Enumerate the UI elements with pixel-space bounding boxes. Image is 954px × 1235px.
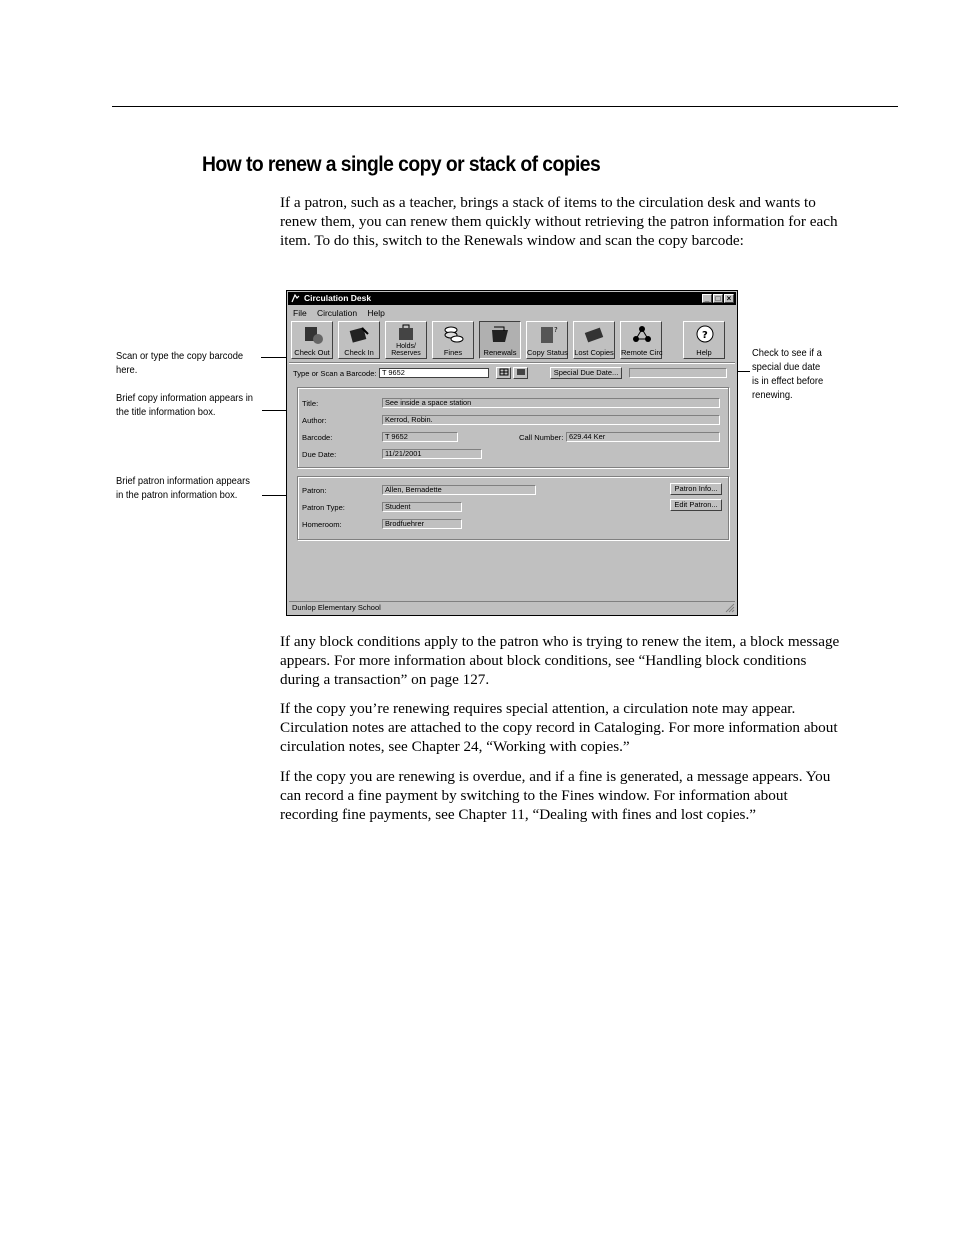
- intro-paragraph: If a patron, such as a teacher, brings a stack of items to the circulation desk and wants to renew them, you can renew them quickly without retrieving the patron information for each item. To do this, switch to the Renewals window and scan the copy barcode:: [280, 194, 838, 249]
- call-number-field: 629.44 Ker: [566, 432, 720, 442]
- paragraph-block-conditions: If any block conditions apply to the patron who is trying to renew the item, a block message appears. For more information about block conditions, see “Handling block conditions during a transaction” on page 127.: [280, 633, 840, 688]
- menu-bar: [293, 308, 393, 319]
- patron-info-button[interactable]: Patron Info...: [670, 483, 722, 495]
- title-label: Title:: [302, 399, 319, 408]
- title-bar: [288, 292, 736, 305]
- help-button[interactable]: ? Help: [683, 321, 725, 359]
- remote-circ-button[interactable]: Remote Circ: [620, 321, 662, 359]
- barcode-info-label: Barcode:: [302, 433, 333, 442]
- due-date-field: 11/21/2001: [382, 449, 482, 459]
- edit-patron-button[interactable]: Edit Patron...: [670, 499, 722, 511]
- paragraph-fines: If the copy you are renewing is overdue, and if a fine is generated, a message appears. You can record a fine payment by switching to the Fines window. For information about recording fine payments, see Chapter 11, “Dealing with fines and lost copies.”: [280, 768, 831, 823]
- title-field: See inside a space station: [382, 398, 720, 408]
- barcode-input[interactable]: T 9652: [379, 368, 489, 378]
- patron-type-field: Student: [382, 502, 462, 512]
- callout-due-date: Check to see if a special due date is in effect before renewing.: [752, 348, 824, 401]
- status-bar: Dunlop Elementary School: [289, 601, 735, 613]
- toolbar-separator: [289, 362, 735, 364]
- title-information-box: [297, 387, 729, 468]
- homeroom-label: Homeroom:: [302, 520, 342, 529]
- barcode-label: Type or Scan a Barcode:: [293, 369, 377, 378]
- lost-copies-icon: [583, 324, 607, 346]
- patron-type-label: Patron Type:: [302, 503, 345, 512]
- copy-status-button[interactable]: ? Copy Status: [526, 321, 568, 359]
- resize-grip-icon[interactable]: [725, 603, 735, 613]
- patron-information-box: [297, 476, 729, 540]
- patron-label: Patron:: [302, 486, 327, 495]
- minimize-icon[interactable]: _: [702, 294, 712, 303]
- renewals-button[interactable]: Renewals: [479, 321, 521, 359]
- svg-text:?: ?: [554, 326, 558, 334]
- author-field: Kerrod, Robin.: [382, 415, 720, 425]
- book-icon: [516, 368, 526, 376]
- help-icon: [693, 324, 717, 346]
- callout-patron-info: Brief patron information appears in the patron information box.: [116, 476, 250, 501]
- close-icon[interactable]: ×: [724, 294, 734, 303]
- due-date-status-field: [629, 368, 727, 378]
- lost-copies-button[interactable]: Lost Copies: [573, 321, 615, 359]
- special-due-date-button[interactable]: Special Due Date...: [550, 367, 622, 379]
- homeroom-field: Brodfuehrer: [382, 519, 462, 529]
- check-out-button[interactable]: Check Out: [291, 321, 333, 359]
- svg-text:?: ?: [702, 330, 708, 341]
- author-label: Author:: [302, 416, 327, 425]
- callout-copy-info: Brief copy information appears in the title information box.: [116, 393, 254, 418]
- callout-scan: Scan or type the copy barcode here.: [116, 351, 244, 376]
- check-in-button[interactable]: Check In: [338, 321, 380, 359]
- holds-reserves-button[interactable]: Holds/ Reserves: [385, 321, 427, 359]
- grid-icon: [499, 368, 509, 376]
- patron-field: Allen, Bernadette: [382, 485, 536, 495]
- copy-status-icon: [536, 324, 560, 346]
- circulation-desk-window: [286, 290, 738, 616]
- app-icon: [291, 294, 300, 303]
- check-in-icon: [348, 324, 372, 346]
- due-date-label: Due Date:: [302, 450, 337, 459]
- book-button[interactable]: [513, 367, 528, 379]
- barcode-scan-button[interactable]: [496, 367, 511, 379]
- paragraph-circulation-notes: If the copy you’re renewing requires special attention, a circulation note may appear. Circulation notes are attached to the copy record in Cataloging. For more information about circulation notes, see Chapter 24, “Working with copies.”: [280, 700, 838, 755]
- fines-button[interactable]: Fines: [432, 321, 474, 359]
- menu-circulation[interactable]: Circulation: [316, 308, 358, 318]
- check-out-icon: [301, 324, 325, 346]
- barcode-info-field: T 9652: [382, 432, 458, 442]
- window-title: Circulation Desk: [304, 293, 372, 303]
- coins-icon: [442, 324, 466, 346]
- renewals-icon: [489, 324, 513, 346]
- remote-circ-icon: [630, 324, 654, 346]
- header-rule: [112, 106, 898, 107]
- maximize-icon[interactable]: □: [713, 294, 723, 303]
- toolbar: [291, 321, 735, 361]
- menu-file[interactable]: File: [293, 308, 307, 318]
- menu-help[interactable]: Help: [367, 308, 385, 318]
- call-number-label: Call Number:: [519, 433, 564, 442]
- section-heading: How to renew a single copy or stack of copies: [202, 153, 601, 176]
